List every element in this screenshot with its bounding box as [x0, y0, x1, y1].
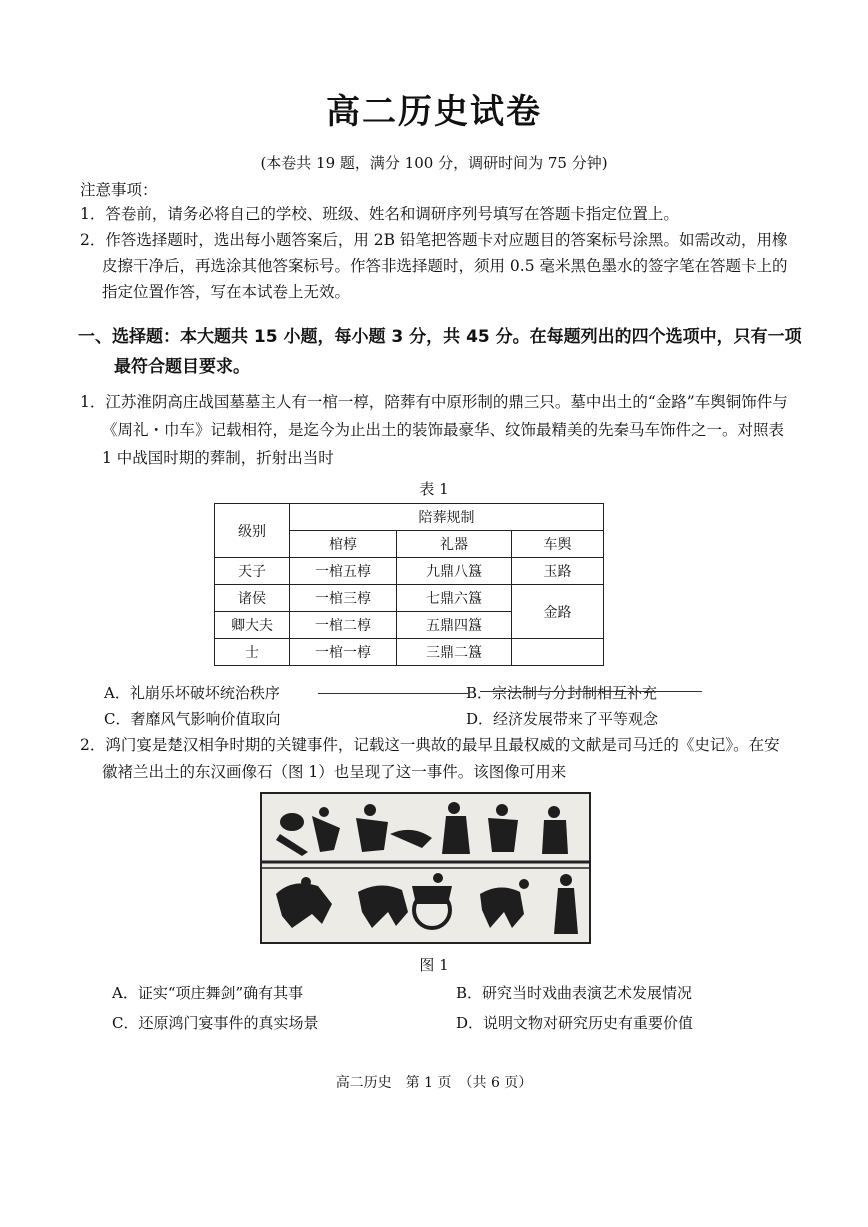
table-cell-vessels: 九鼎八簋 [397, 558, 512, 585]
stone-relief-image [260, 792, 591, 944]
table-caption: 表 1 [419, 480, 449, 498]
table-header-carriage: 车舆 [512, 531, 604, 558]
notice-heading: 注意事项： [80, 181, 158, 199]
table-cell-carriage: 金路 [512, 585, 604, 639]
burial-table [214, 503, 604, 666]
q1-option-b: B．宗法制与分封制相互补充 [466, 684, 658, 702]
scribble-line [480, 691, 702, 692]
table-cell-empty [512, 639, 604, 666]
notice-item-2: 2．作答选择题时，选出每小题答案后，用 2B 铅笔把答题卡对应题目的答案标号涂黑。如需改动，用橡皮擦干净后，再选涂其他答案标号。作答非选择题时，须用 0.5 毫米黑色墨水的签字笔在答题卡上的指定位置作答，写在本试卷上无效。 [80, 231, 788, 301]
section-heading: 一、选择题：本大题共 15 小题，每小题 3 分，共 45 分。在每题列出的四个选项中，只有一项最符合题目要求。 [78, 327, 802, 377]
table-cell-rank: 卿大夫 [215, 612, 290, 639]
table-header-rank: 级别 [215, 504, 290, 558]
table-cell-coffin: 一棺五椁 [290, 558, 397, 585]
table-row [215, 639, 604, 666]
q2-option-a: A．证实“项庄舞剑”确有其事 [112, 984, 304, 1002]
table-row [215, 558, 604, 585]
table-cell-coffin: 一棺二椁 [290, 612, 397, 639]
q2-stem: 2．鸿门宴是楚汉相争时期的关键事件，记载这一典故的最早且最权威的文献是司马迁的《史记》。在安徽褚兰出土的东汉画像石（图 1）也呈现了这一事件。该图像可用来 [80, 736, 780, 781]
table-header-coffin: 棺椁 [290, 531, 397, 558]
table-cell-vessels: 五鼎四簋 [397, 612, 512, 639]
table-cell-rank: 天子 [215, 558, 290, 585]
table-cell-coffin: 一棺一椁 [290, 639, 397, 666]
q1-option-a: A．礼崩乐坏破坏统治秩序 [104, 684, 280, 702]
table-cell-carriage: 玉路 [512, 558, 604, 585]
page-footer: 高二历史 第 1 页 （共 6 页） [335, 1075, 533, 1091]
q2-option-d: D．说明文物对研究历史有重要价值 [456, 1014, 694, 1032]
table-cell-coffin: 一棺三椁 [290, 585, 397, 612]
figure-caption: 图 1 [419, 956, 449, 974]
exam-subtitle: (本卷共 19 题，满分 100 分，调研时间为 75 分钟) [260, 154, 608, 172]
q2-option-b: B．研究当时戏曲表演艺术发展情况 [456, 984, 693, 1002]
q1-stem: 1．江苏淮阴高庄战国墓墓主人有一棺一椁，陪葬有中原形制的鼎三只。墓中出土的“金路”车舆铜饰件与《周礼・巾车》记载相符，是迄今为止出土的装饰最豪华、纹饰最精美的先秦马车饰件之一。对照表 1 中战国时期的葬制，折射出当时 [80, 393, 788, 467]
table-cell-rank: 士 [215, 639, 290, 666]
q1-option-c: C．奢靡风气影响价值取向 [104, 710, 281, 728]
page-title: 高二历史试卷 [326, 92, 542, 132]
q2-option-c: C．还原鸿门宴事件的真实场景 [112, 1014, 319, 1032]
relief-picture [262, 794, 589, 942]
table-header-vessels: 礼器 [397, 531, 512, 558]
scribble-line [318, 693, 468, 694]
table-cell-vessels: 七鼎六簋 [397, 585, 512, 612]
table-row [215, 585, 604, 612]
table-header-group: 陪葬规制 [290, 504, 604, 531]
table-cell-rank: 诸侯 [215, 585, 290, 612]
table-cell-vessels: 三鼎二簋 [397, 639, 512, 666]
notice-item-1: 1．答卷前，请务必将自己的学校、班级、姓名和调研序列号填写在答题卡指定位置上。 [80, 205, 679, 223]
q1-option-d: D．经济发展带来了平等观念 [466, 710, 659, 728]
